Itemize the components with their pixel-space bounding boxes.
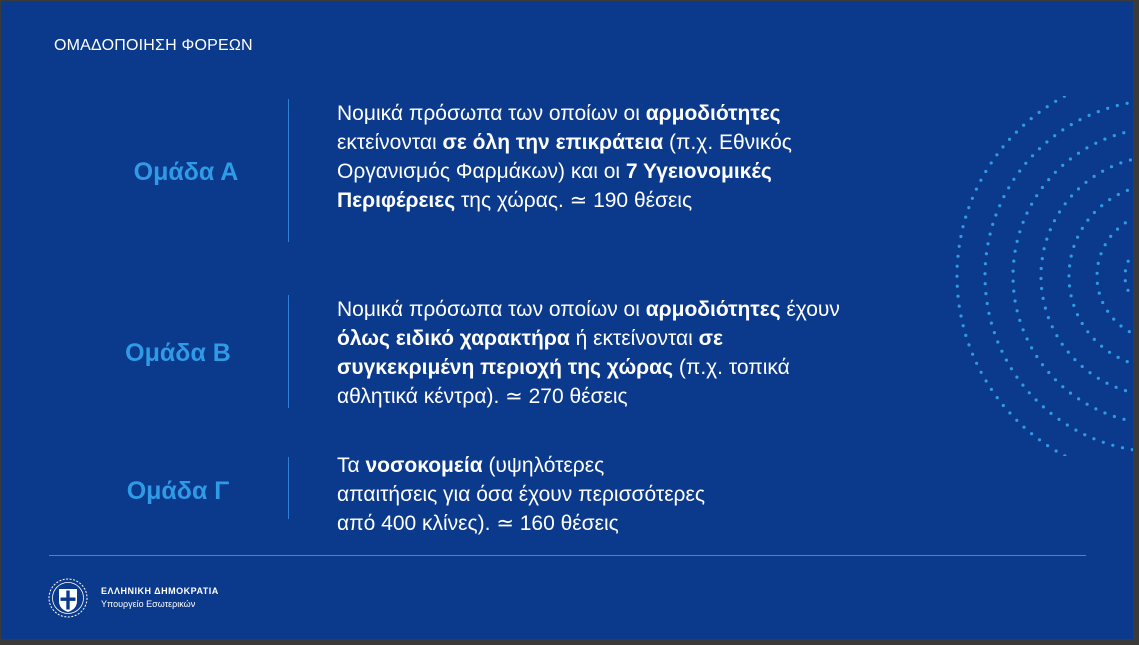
decoration-dot	[1022, 221, 1025, 224]
decoration-dot	[1100, 204, 1103, 207]
decoration-dot	[1094, 407, 1097, 410]
decoration-dot	[1041, 257, 1044, 260]
decoration-dot	[1042, 405, 1045, 408]
decoration-dot	[985, 379, 988, 382]
decoration-dot	[986, 242, 989, 245]
decoration-dot	[1067, 351, 1070, 354]
org-subtitle: Υπουργείο Εσωτερικών	[101, 599, 196, 609]
decoration-dot	[1058, 210, 1061, 213]
decoration-dot	[986, 302, 989, 305]
decoration-dot	[1110, 165, 1113, 168]
body-text: αθλητικά κέντρα). ≃ 270 θέσεις	[337, 385, 628, 408]
decoration-dot	[984, 170, 987, 173]
decoration-dot	[1012, 178, 1015, 181]
emphasis-text: αρμοδιότητες	[645, 298, 781, 321]
decoration-dot	[1057, 418, 1060, 421]
emphasis-text: Περιφέρειες	[337, 189, 456, 212]
decoration-dot	[1093, 211, 1096, 214]
decoration-dot	[1121, 446, 1124, 449]
decoration-dot	[995, 153, 998, 156]
decoration-dot	[1113, 415, 1116, 418]
decoration-dot	[1113, 134, 1116, 137]
decoration-dot	[994, 213, 997, 216]
decoration-dot	[1084, 181, 1087, 184]
decoration-dot	[1012, 260, 1015, 263]
decoration-dot	[1072, 245, 1075, 248]
decoration-dot	[1094, 142, 1097, 145]
decoration-dot	[1112, 318, 1115, 321]
decoration-dot	[1045, 140, 1048, 143]
decoration-dot	[1014, 299, 1017, 302]
emphasis-text: νοσοκομεία	[365, 454, 483, 477]
decoration-dot	[956, 285, 959, 288]
group-a-divider	[288, 99, 289, 242]
decoration-dot	[1054, 378, 1057, 381]
decoration-dot	[1081, 365, 1084, 368]
decoration-dot	[1119, 324, 1122, 327]
decoration-dot	[1077, 397, 1080, 400]
decoration-dot	[1126, 189, 1129, 192]
decoration-dot	[1097, 110, 1100, 113]
decoration-dot	[989, 233, 992, 236]
decoration-dot	[1040, 287, 1043, 290]
decoration-dot	[1128, 330, 1131, 333]
decoration-dot	[1111, 444, 1114, 447]
decoration-dot	[1066, 423, 1069, 426]
group-c-text	[337, 451, 705, 538]
decoration-dot	[979, 179, 982, 182]
decoration-dot	[1038, 111, 1041, 114]
decoration-dot	[1025, 212, 1028, 215]
decoration-dot	[1126, 289, 1129, 292]
decoration-dot	[1015, 419, 1018, 422]
decoration-dot	[1117, 356, 1120, 359]
group-b-text	[337, 295, 840, 411]
decoration-dot	[996, 396, 999, 399]
decoration-dot	[964, 334, 967, 337]
decoration-dot	[1016, 240, 1019, 243]
decoration-dot	[1131, 448, 1133, 451]
body-text: Νομικά πρόσωπα των οποίων οι	[337, 298, 646, 321]
decoration-dot	[1031, 154, 1034, 157]
group-a-label: Ομάδα Α	[133, 158, 239, 186]
decoration-dot	[1005, 359, 1008, 362]
decoration-dot	[1093, 175, 1096, 178]
decoration-dot	[1038, 438, 1041, 441]
decoration-dot	[985, 252, 988, 255]
decoration-dot	[1124, 269, 1127, 272]
decoration-dot	[1015, 376, 1018, 379]
decoration-dot	[1076, 313, 1079, 316]
decoration-dot	[1072, 304, 1075, 307]
decoration-dot	[1012, 270, 1015, 273]
decoration-dot	[993, 331, 996, 334]
decoration-dot	[1085, 146, 1088, 149]
decoration-dot	[984, 292, 987, 295]
decoration-dot	[1126, 102, 1129, 105]
decoration-dot	[1043, 247, 1046, 250]
decoration-dot	[1092, 437, 1095, 440]
decoration-dot	[983, 272, 986, 275]
decoration-dot	[955, 275, 958, 278]
group-c-label: Ομάδα Γ	[126, 477, 230, 505]
decoration-dot	[1102, 441, 1105, 444]
decoration-dot	[1041, 186, 1044, 189]
decoration-dot	[1124, 279, 1127, 282]
decoration-dot	[1002, 404, 1005, 407]
decoration-dot	[956, 295, 959, 298]
decoration-dot	[1053, 134, 1056, 137]
decoration-dot	[1061, 128, 1064, 131]
decoration-dot	[991, 223, 994, 226]
decoration-dot	[1068, 264, 1071, 267]
decoration-dot	[1063, 96, 1066, 98]
decoration-dot	[962, 324, 965, 327]
decoration-dot	[1035, 355, 1038, 358]
decoration-dot	[1081, 322, 1084, 325]
decoration-dot	[1002, 195, 1005, 198]
decoration-dot	[1108, 198, 1111, 201]
decoration-dot	[1069, 157, 1072, 160]
decoration-dot	[1073, 358, 1076, 361]
decoration-dot	[1124, 389, 1127, 392]
decoration-dot	[975, 188, 978, 191]
decoration-dot	[1068, 284, 1071, 287]
decoration-dot	[990, 388, 993, 391]
decoration-dot	[1098, 292, 1101, 295]
decoration-dot	[1030, 203, 1033, 206]
decoration-dot	[1054, 100, 1057, 103]
decoration-dot	[1088, 371, 1091, 374]
decoration-dot	[1049, 228, 1052, 231]
body-text: (π.χ. Εθνικός	[663, 131, 792, 154]
decoration-dot	[1100, 345, 1103, 348]
decoration-dot	[1106, 107, 1109, 110]
decoration-dot	[1022, 124, 1025, 127]
decoration-dot	[1055, 449, 1058, 452]
decoration-dot	[996, 340, 999, 343]
decoration-dot	[975, 362, 978, 365]
decoration-dot	[959, 235, 962, 238]
decoration-dot	[964, 216, 967, 219]
decoration-dot	[1106, 310, 1109, 313]
decoration-dot	[1086, 330, 1089, 333]
body-text: έχουν	[780, 298, 840, 321]
dotted-arcs-decoration	[931, 96, 1133, 456]
decoration-dot	[1077, 152, 1080, 155]
body-text: Νομικά πρόσωπα των οποίων οι	[337, 102, 646, 125]
decoration-dot	[1018, 170, 1021, 173]
body-text: (π.χ. τοπικά	[673, 356, 790, 379]
decoration-dot	[1001, 145, 1004, 148]
decoration-dot	[1040, 267, 1043, 270]
decoration-dot	[1012, 290, 1015, 293]
decoration-dot	[958, 305, 961, 308]
decoration-dot	[1000, 350, 1003, 353]
body-text: ή εκτείνονται	[569, 327, 699, 350]
decoration-dot	[1007, 186, 1010, 189]
decoration-dot	[998, 204, 1001, 207]
org-name: ΕΛΛΗΝΙΚΗ ΔΗΜΟΚΡΑΤΙΑ	[101, 586, 219, 596]
decoration-dot	[1074, 429, 1077, 432]
decoration-dot	[1101, 170, 1104, 173]
decoration-dot	[1081, 227, 1084, 230]
decoration-dot	[1127, 260, 1130, 263]
decoration-dot	[1109, 235, 1112, 238]
decoration-dot	[1116, 104, 1119, 107]
body-text: (υψηλότερες	[482, 454, 605, 477]
decoration-dot	[1086, 219, 1089, 222]
decoration-dot	[1070, 294, 1073, 297]
decoration-dot	[1028, 391, 1031, 394]
decoration-dot	[1051, 325, 1054, 328]
decoration-dot	[984, 262, 987, 265]
decoration-dot	[1063, 454, 1066, 456]
decoration-dot	[1105, 382, 1108, 385]
decoration-dot	[1067, 274, 1070, 277]
decoration-dot	[959, 314, 962, 317]
group-a-text	[337, 99, 792, 215]
decoration-dot	[1070, 123, 1073, 126]
decoration-dot	[1126, 360, 1129, 363]
decoration-dot	[1070, 194, 1073, 197]
decoration-dot	[1008, 138, 1011, 141]
group-b-divider	[288, 295, 289, 408]
footer-divider	[49, 555, 1086, 556]
decoration-dot	[1101, 301, 1104, 304]
decoration-dot	[980, 371, 983, 374]
decoration-dot	[1053, 219, 1056, 222]
decoration-dot	[1030, 432, 1033, 435]
decoration-dot	[1021, 384, 1024, 387]
decoration-dot	[1022, 426, 1025, 429]
decoration-dot	[1044, 307, 1047, 310]
decoration-dot	[1049, 412, 1052, 415]
decoration-dot	[1010, 367, 1013, 370]
body-text: της χώρας. ≃ 190 θέσεις	[455, 189, 693, 212]
emphasis-text: 7 Υγειονομικές	[625, 160, 772, 183]
decoration-dot	[1022, 328, 1025, 331]
emphasis-text: συγκεκριμένη περιοχή της χώρας	[337, 356, 673, 379]
slide-title: ΟΜΑΔΟΠΟΙΗΣΗ ΦΟΡΕΩΝ	[54, 37, 253, 54]
body-text: απαιτήσεις για όσα έχουν περισσότερες	[337, 483, 705, 506]
decoration-dot	[1024, 162, 1027, 165]
decoration-dot	[1061, 343, 1064, 346]
decoration-dot	[1086, 403, 1089, 406]
decoration-dot	[1096, 272, 1099, 275]
decoration-dot	[956, 265, 959, 268]
decoration-dot	[1076, 236, 1079, 239]
decoration-dot	[1055, 334, 1058, 337]
decoration-dot	[1054, 171, 1057, 174]
decoration-dot	[967, 206, 970, 209]
body-text: εκτείνονται	[337, 131, 443, 154]
decoration-dot	[1026, 337, 1029, 340]
decoration-dot	[1097, 262, 1100, 265]
decoration-dot	[1035, 194, 1038, 197]
decoration-dot	[1099, 252, 1102, 255]
group-b-label: Ομάδα Β	[125, 339, 231, 367]
decoration-dot	[1008, 411, 1011, 414]
decoration-dot	[1064, 202, 1067, 205]
decoration-dot	[1035, 398, 1038, 401]
decoration-dot	[1018, 319, 1021, 322]
decoration-dot	[1115, 386, 1118, 389]
body-text: από 400 κλίνες). ≃ 160 θέσεις	[337, 512, 619, 535]
decoration-dot	[1039, 277, 1042, 280]
decoration-dot	[1069, 392, 1072, 395]
decoration-dot	[1116, 228, 1119, 231]
decoration-dot	[1070, 255, 1073, 258]
decoration-dot	[967, 343, 970, 346]
emphasis-text: σε	[698, 327, 723, 350]
decoration-dot	[990, 161, 993, 164]
decoration-dot	[1047, 316, 1050, 319]
slide	[1, 1, 1133, 639]
decoration-dot	[1061, 164, 1064, 167]
decoration-dot	[1093, 338, 1096, 341]
decoration-dot	[961, 225, 964, 228]
decoration-dot	[1122, 418, 1125, 421]
emphasis-text: αρμοδιότητες	[645, 102, 781, 125]
decoration-dot	[1045, 238, 1048, 241]
decoration-dot	[1103, 138, 1106, 141]
decoration-dot	[956, 255, 959, 258]
decoration-dot	[1012, 280, 1015, 283]
decoration-dot	[1119, 161, 1122, 164]
decoration-dot	[1117, 193, 1120, 196]
decoration-dot	[1083, 433, 1086, 436]
decoration-dot	[1122, 131, 1125, 134]
decoration-dot	[1015, 131, 1018, 134]
decoration-dot	[1077, 187, 1080, 190]
greek-coat-of-arms-icon	[48, 578, 88, 618]
decoration-dot	[1124, 221, 1127, 224]
decoration-dot	[1030, 346, 1033, 349]
body-text: Οργανισμός Φαρμάκων) και οι	[337, 160, 626, 183]
decoration-dot	[1088, 114, 1091, 117]
decoration-dot	[1061, 385, 1064, 388]
decoration-dot	[1030, 117, 1033, 120]
decoration-dot	[1018, 230, 1021, 233]
decoration-dot	[987, 312, 990, 315]
decoration-dot	[1108, 351, 1111, 354]
group-c-divider	[288, 457, 289, 519]
emphasis-text: όλως ειδικό χαρακτήρα	[337, 327, 570, 350]
decoration-dot	[1103, 411, 1106, 414]
decoration-dot	[971, 353, 974, 356]
emphasis-text: σε όλη την επικράτεια	[442, 131, 664, 154]
decoration-dot	[984, 282, 987, 285]
decoration-dot	[1042, 297, 1045, 300]
decoration-dot	[971, 197, 974, 200]
decoration-dot	[1047, 178, 1050, 181]
decoration-dot	[1078, 118, 1081, 121]
decoration-dot	[1014, 250, 1017, 253]
decoration-dot	[1016, 309, 1019, 312]
decoration-dot	[958, 245, 961, 248]
body-text: Τα	[337, 454, 366, 477]
decoration-dot	[990, 322, 993, 325]
decoration-dot	[1046, 105, 1049, 108]
decoration-dot	[1046, 444, 1049, 447]
decoration-dot	[1129, 158, 1132, 161]
decoration-dot	[1096, 282, 1099, 285]
decoration-dot	[1047, 371, 1050, 374]
decoration-dot	[1104, 243, 1107, 246]
decoration-dot	[1038, 147, 1041, 150]
decoration-dot	[1097, 377, 1100, 380]
decoration-dot	[1041, 363, 1044, 366]
